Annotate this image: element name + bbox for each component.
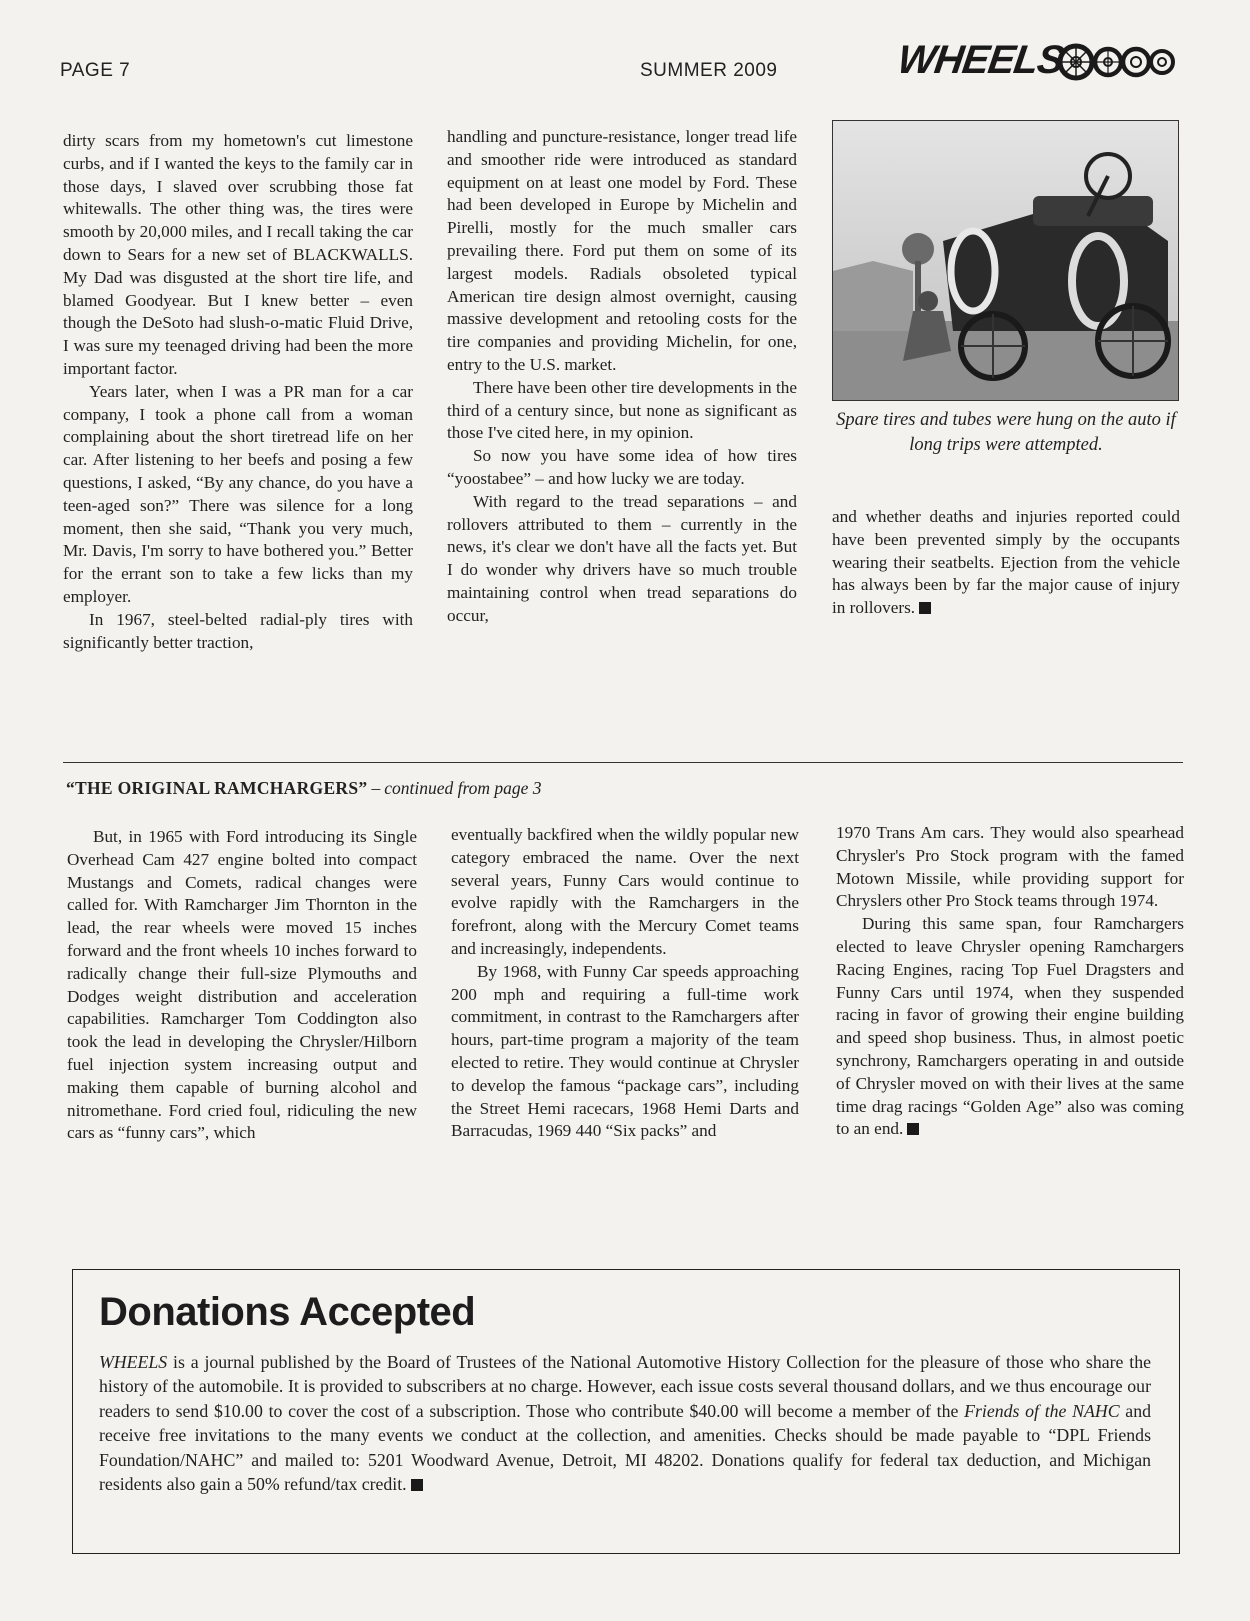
donations-box bbox=[72, 1269, 1180, 1554]
wheels-logo-icon bbox=[1056, 42, 1176, 82]
continued-from: continued from page 3 bbox=[384, 778, 542, 798]
continued-title: “THE ORIGINAL RAMCHARGERS” bbox=[66, 778, 368, 798]
paragraph: So now you have some idea of how tires “yoostabee” – and how lucky we are today. bbox=[447, 446, 797, 488]
continued-dash: – bbox=[371, 778, 381, 798]
donations-text-part-2: and receive free invitations to the many events we conduct at the collection, and amenities. Checks should be made payable to “DPL Friends Foundation/NAHC” and mailed to: 5201 Woodward Avenue, Detroit, MI 48202. Donations qualify for federal tax deduction, and Michigan residents also gain a 50% refund/tax credit. bbox=[99, 1400, 1151, 1495]
end-mark-icon bbox=[919, 602, 931, 614]
ramchargers-column-3 bbox=[836, 822, 1184, 1141]
section-divider bbox=[63, 762, 1183, 763]
paragraph-text: and whether deaths and injuries reported could have been prevented simply by the occupants wearing their seatbelts. Ejection from the vehicle has always been by far the major cause of injury in rollovers. bbox=[832, 507, 1180, 618]
paragraph: There have been other tire developments in the third of a century since, but none as significant as those I've cited here, in my opinion. bbox=[447, 377, 797, 443]
paragraph: Years later, when I was a PR man for a car company, I took a phone call from a woman complaining about the short tiretread life on her car. After listening to her beefs and posing a few questions, I asked, “By any chance, do you have a teen-aged son?” There was silence for a long moment, then she said, “Thank you very much, Mr. Davis, I'm sorry to have bothered you.” Better for the errant son to take a few licks than my employer. bbox=[63, 381, 413, 606]
donations-title: Donations Accepted bbox=[99, 1290, 476, 1334]
paragraph bbox=[832, 506, 1180, 620]
paragraph: dirty scars from my hometown's cut limestone curbs, and if I wanted the keys to the family car in those days, I slaved over scrubbing those fat whitewalls. The other thing was, the tires were smooth by 20,000 miles, and I recall taking the car down to Sears for a new set of BLACKWALLS. My Dad was disgusted at the short tire life, and blamed Goodyear. But I knew better – even though the DeSoto had slush-o-matic Fluid Drive, I was sure my teenaged driving had been the more important factor. bbox=[63, 131, 413, 378]
friends-of-nahc: Friends of the NAHC bbox=[964, 1400, 1120, 1421]
paragraph: In 1967, steel-belted radial-ply tires with significantly better traction, bbox=[63, 609, 413, 652]
paragraph: handling and puncture-resistance, longer tread life and smoother ride were introduced as standard equipment on at least one model by Ford. These had been developed in Europe by Michelin and Pirelli, mostly for the much smaller cars prevailing there. Ford put them on some of its largest models. Radials obsoleted typical American tire design almost overnight, causing massive development and retooling costs for the tire companies and providing Michelin, for one, entry to the U.S. market. bbox=[447, 127, 797, 374]
end-mark-icon bbox=[411, 1479, 423, 1491]
article-column-1 bbox=[63, 130, 413, 654]
donations-text bbox=[99, 1350, 1151, 1496]
logo-wordmark: WHEELS bbox=[894, 38, 1067, 82]
donations-text-part-1: is a journal published by the Board of Trustees of the National Automotive History Collection for the pleasure of those who share the history of the automobile. It is provided to subscribers at no charge. However, each issue costs several thousand dollars, and we thus encourage our readers to send $10.00 to cover the cost of a subscription. Those who contribute $40.00 will become a member of the bbox=[99, 1352, 1151, 1421]
wheels-logo bbox=[894, 38, 1178, 88]
paragraph: By 1968, with Funny Car speeds approaching 200 mph and requiring a full-time work commitment, in contrast to the Ramchargers after hours, part-time program a majority of the team elected to retire. They would continue at Chrysler to develop the famous “package cars”, including the Street Hemi racecars, 1968 Hemi Darts and Barracudas, 1969 440 “Six packs” and bbox=[451, 961, 799, 1141]
page-number: PAGE 7 bbox=[60, 60, 131, 81]
continued-heading bbox=[66, 778, 542, 799]
paragraph: 1970 Trans Am cars. They would also spearhead Chrysler's Pro Stock program with the famed Motown Missile, while providing support for Chryslers other Pro Stock teams through 1974. bbox=[836, 823, 1184, 911]
article-column-2 bbox=[447, 126, 797, 628]
ramchargers-column-2 bbox=[451, 824, 799, 1143]
paragraph: But, in 1965 with Ford introducing its Single Overhead Cam 427 engine bolted into compact Mustangs and Comets, radical changes were called for. With Ramcharger Jim Thornton in the lead, the rear wheels were moved 15 inches forward and the front wheels 10 inches forward to radically change their full-size Plymouths and Dodges weight distribution and acceleration capabilities. Ramcharger Tom Coddington also took the lead in developing the Chrysler/Hilborn fuel injection system increasing output and making them capable of burning alcohol and nitromethane. Ford cried foul, ridiculing the new cars as “funny cars”, which bbox=[67, 827, 417, 1143]
paragraph: eventually backfired when the wildly popular new category embraced the name. Over the next several years, Funny Cars would continue to evolve rapidly with the Ramchargers in the forefront, along with the Mercury Comet teams and increasingly, independents. bbox=[451, 825, 799, 958]
issue-date: SUMMER 2009 bbox=[640, 60, 778, 81]
photo-caption: Spare tires and tubes were hung on the auto if long trips were attempted. bbox=[836, 410, 1176, 455]
end-mark-icon bbox=[907, 1123, 919, 1135]
wheels-journal-name: WHEELS bbox=[99, 1352, 168, 1372]
paragraph: With regard to the tread separations – and rollovers attributed to them – currently in the news, it's clear we don't have all the facts yet. But I do wonder why drivers have so much trouble maintaining control when tread separations do occur, bbox=[447, 491, 797, 625]
article-column-3 bbox=[832, 506, 1180, 620]
paragraph bbox=[836, 913, 1184, 1141]
vintage-car-photo bbox=[832, 120, 1179, 401]
ramchargers-column-1 bbox=[67, 826, 417, 1145]
paragraph-text: During this same span, four Ramchargers elected to leave Chrysler opening Ramchargers Racing Engines, racing Top Fuel Dragsters and Funny Cars until 1974, when they suspended racing in favor of growing their engine building and speed shop business. Thus, in almost poetic synchrony, Ramchargers operating in and outside of Chrysler moved on with their lives at the same time drag racings “Golden Age” also was coming to an end. bbox=[836, 914, 1184, 1139]
